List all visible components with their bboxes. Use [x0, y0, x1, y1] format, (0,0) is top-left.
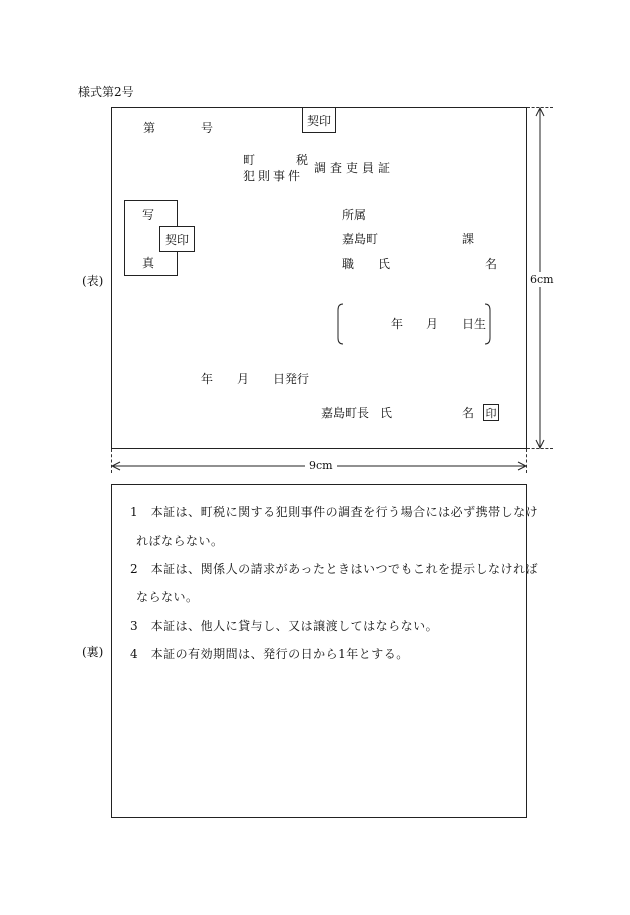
number-dai: 第 [143, 121, 156, 135]
shoku-label: 職 [342, 257, 355, 271]
affiliation-town: 嘉島町 [342, 232, 379, 246]
mayor-mei: 名 [462, 406, 475, 420]
number-go: 号 [201, 121, 214, 135]
title-zei: 税 [296, 153, 309, 167]
birth-year: 年 [391, 317, 404, 331]
issue-day: 日発行 [273, 372, 310, 386]
title-cho: 町 [243, 153, 256, 167]
issue-year: 年 [201, 372, 214, 386]
width-dim-label: 9cm [305, 460, 337, 471]
title-main: 調査吏員証 [314, 161, 395, 175]
form-number: 様式第2号 [78, 85, 134, 99]
birth-month: 月 [426, 317, 439, 331]
note-2-line-1: 2 本証は、関係人の請求があったときはいつでもこれを提示しなければ [130, 562, 539, 576]
shi-label: 氏 [378, 257, 391, 271]
mayor-shi: 氏 [380, 406, 393, 420]
keiin-stamp-photo: 契印 [159, 226, 195, 252]
back-card [111, 484, 539, 818]
back-side-label: (裏) [82, 645, 104, 659]
affiliation-ka: 課 [462, 232, 475, 246]
note-4: 4 本証の有効期間は、発行の日から1年とする。 [130, 647, 409, 661]
mayor-title: 嘉島町長 [321, 406, 370, 420]
mei-label: 名 [485, 257, 498, 271]
note-1-line-1: 1 本証は、町税に関する犯則事件の調査を行う場合には必ず携帯しなけ [130, 505, 539, 519]
note-2-line-2: ならない。 [136, 590, 199, 604]
issue-month: 月 [237, 372, 250, 386]
affiliation-label: 所属 [342, 208, 367, 222]
front-card [111, 107, 527, 449]
height-dim-label: 6cm [530, 273, 554, 286]
note-3: 3 本証は、他人に貸与し、又は譲渡してはならない。 [130, 619, 439, 633]
seal-box: 印 [483, 404, 499, 421]
photo-label-top: 写 [142, 208, 155, 222]
birth-day: 日生 [462, 317, 487, 331]
keiin-stamp-top: 契印 [302, 107, 336, 133]
front-side-label: (表) [82, 274, 104, 288]
photo-label-bottom: 真 [142, 256, 155, 270]
title-hansoku: 犯則事件 [243, 169, 304, 183]
note-1-line-2: ればならない。 [136, 534, 224, 548]
